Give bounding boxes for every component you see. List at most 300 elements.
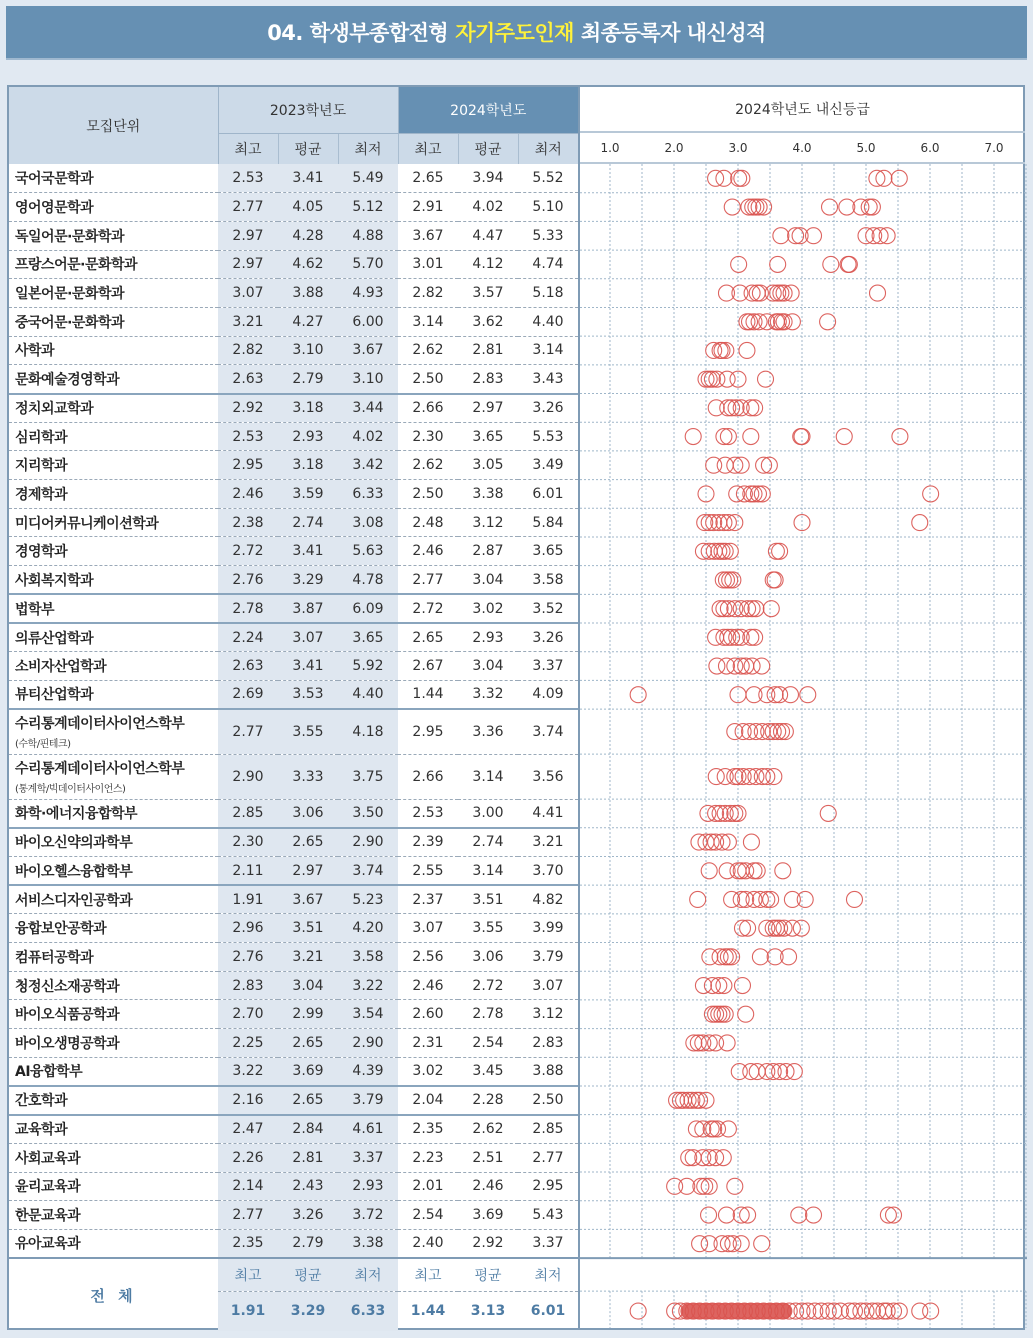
value-2023-min: 3.44 [338, 394, 398, 423]
value-2023-avg: 2.65 [278, 1086, 338, 1115]
value-2024-max: 2.46 [398, 537, 458, 566]
value-2023-avg: 2.81 [278, 1143, 338, 1172]
value-2023-max: 3.07 [218, 279, 278, 308]
value-2023-avg: 2.99 [278, 1000, 338, 1029]
value-2023-max: 2.92 [218, 394, 278, 423]
value-2024-min: 3.52 [518, 594, 578, 623]
total-value: 3.13 [470, 1303, 506, 1320]
x-tick-label: 2.0 [664, 141, 684, 155]
unit-name [9, 566, 218, 595]
value-2024-avg: 3.94 [458, 164, 518, 193]
value-2023-max: 2.46 [218, 480, 278, 509]
value-2024-min: 4.82 [518, 885, 578, 914]
value-2024-max: 2.66 [398, 394, 458, 423]
value-2024-avg: 3.57 [458, 279, 518, 308]
subheader-2023-avg: 평균 [278, 133, 338, 164]
value-2024-avg: 2.83 [458, 365, 518, 394]
value-2024-avg: 2.74 [458, 828, 518, 857]
table-row [9, 508, 578, 537]
value-2023-avg: 2.79 [278, 1229, 338, 1258]
value-2024-avg: 3.45 [458, 1057, 518, 1086]
value-2023-max: 2.77 [218, 1201, 278, 1230]
page-title [6, 6, 1027, 60]
x-tick-label: 4.0 [792, 141, 812, 155]
value-2024-max: 2.65 [398, 623, 458, 652]
unit-name [9, 680, 218, 709]
total-value: 3.29 [278, 1291, 338, 1331]
value-2023-max: 2.97 [218, 221, 278, 250]
value-2024-avg: 4.02 [458, 193, 518, 222]
value-2024-min: 5.33 [518, 221, 578, 250]
unit-name [9, 799, 218, 828]
value-2024-max: 2.67 [398, 652, 458, 681]
subheader-2024-avg: 평균 [458, 133, 518, 164]
table-row [9, 680, 578, 709]
value-2023-max: 2.78 [218, 594, 278, 623]
value-2023-min: 3.50 [338, 799, 398, 828]
series-dots [630, 1303, 938, 1319]
value-2024-avg: 2.46 [458, 1172, 518, 1201]
unit-name-label: 정치외교학과 [15, 401, 94, 418]
value-2024-min: 5.43 [518, 1201, 578, 1230]
value-2024-max: 3.14 [398, 307, 458, 336]
series-dots [630, 687, 816, 703]
value-2023-avg: 3.55 [278, 709, 338, 754]
series-dots [695, 978, 750, 994]
total-row-labels [9, 1258, 578, 1291]
table-row [9, 652, 578, 681]
value-2023-max: 2.26 [218, 1143, 278, 1172]
unit-name-label: 서비스디자인공학과 [15, 892, 133, 909]
grades-table [7, 85, 1025, 1330]
value-2023-min: 6.00 [338, 307, 398, 336]
series-dots [706, 457, 778, 473]
unit-name-label: 중국어문·문화학과 [15, 314, 125, 331]
value-2023-min: 4.88 [338, 221, 398, 250]
value-2023-max: 2.25 [218, 1029, 278, 1058]
title-prefix: 04. 학생부종합전형 [267, 21, 449, 45]
value-2023-max: 2.63 [218, 652, 278, 681]
total-sublabel: 최저 [338, 1258, 398, 1291]
unit-name [9, 1115, 218, 1144]
value-2023-avg: 2.74 [278, 508, 338, 537]
value-2024-avg: 3.65 [458, 422, 518, 451]
value-2024-avg: 4.12 [458, 250, 518, 279]
value-2024-min: 4.40 [518, 307, 578, 336]
value-2023-max: 2.77 [218, 193, 278, 222]
unit-name [9, 1029, 218, 1058]
table-row [9, 943, 578, 972]
value-2024-max: 3.02 [398, 1057, 458, 1086]
value-2023-max: 2.70 [218, 1000, 278, 1029]
value-2024-max: 2.95 [398, 709, 458, 754]
value-2024-max: 2.23 [398, 1143, 458, 1172]
grade-distribution-chart [578, 87, 1025, 1328]
unit-name-label: 사회교육과 [15, 1150, 81, 1167]
value-2023-max: 2.24 [218, 623, 278, 652]
table-row [9, 1115, 578, 1144]
unit-name-label: 경제학과 [15, 486, 68, 503]
value-2023-min: 6.09 [338, 594, 398, 623]
unit-name-label: 윤리교육과 [15, 1179, 81, 1196]
unit-name-label: 컴퓨터공학과 [15, 949, 94, 966]
value-2024-avg: 3.36 [458, 709, 518, 754]
value-2023-avg: 3.04 [278, 971, 338, 1000]
value-2023-min: 4.93 [338, 279, 398, 308]
table-row [9, 856, 578, 885]
series-dots [692, 1236, 770, 1252]
value-2023-avg: 2.79 [278, 365, 338, 394]
value-2023-min: 3.58 [338, 943, 398, 972]
value-2023-min: 5.63 [338, 537, 398, 566]
value-2023-avg: 3.18 [278, 394, 338, 423]
table-row [9, 480, 578, 509]
total-sublabel: 최고 [218, 1258, 278, 1291]
value-2023-avg: 2.97 [278, 856, 338, 885]
total-sublabel: 평균 [278, 1258, 338, 1291]
unit-name-label: 사학과 [15, 343, 55, 360]
value-2023-max: 2.96 [218, 914, 278, 943]
value-2023-min: 3.79 [338, 1086, 398, 1115]
value-2024-min: 3.07 [518, 971, 578, 1000]
unit-name-label: 심리학과 [15, 429, 68, 446]
unit-name-sublabel: (통계학/빅데이터사이언스) [15, 784, 126, 796]
total-sublabel: 최고 [398, 1258, 458, 1291]
value-2024-max: 2.31 [398, 1029, 458, 1058]
value-2023-max: 2.35 [218, 1229, 278, 1258]
value-2024-min: 4.74 [518, 250, 578, 279]
value-2023-max: 1.91 [218, 885, 278, 914]
value-2024-avg: 3.04 [458, 566, 518, 595]
unit-name [9, 537, 218, 566]
value-2023-max: 2.85 [218, 799, 278, 828]
unit-name-label: 독일어문·문화학과 [15, 228, 125, 245]
title-highlight: 자기주도인재 [455, 21, 574, 45]
value-2023-min: 3.72 [338, 1201, 398, 1230]
value-2024-max: 2.60 [398, 1000, 458, 1029]
value-2023-avg: 2.65 [278, 828, 338, 857]
value-2023-min: 3.54 [338, 1000, 398, 1029]
value-2024-avg: 4.47 [458, 221, 518, 250]
series-dots [715, 572, 783, 588]
table-row [9, 828, 578, 857]
unit-name [9, 1000, 218, 1029]
unit-name [9, 365, 218, 394]
value-2024-avg: 3.14 [458, 856, 518, 885]
value-2024-max: 2.62 [398, 336, 458, 365]
table-row [9, 1057, 578, 1086]
unit-name [9, 856, 218, 885]
value-2023-avg: 2.65 [278, 1029, 338, 1058]
table-row [9, 623, 578, 652]
header-2024: 2024학년도 [398, 87, 578, 133]
value-2024-max: 2.50 [398, 480, 458, 509]
value-2024-min: 2.95 [518, 1172, 578, 1201]
table-row [9, 1143, 578, 1172]
unit-name-label: 소비자산업학과 [15, 659, 107, 676]
value-2024-max: 2.35 [398, 1115, 458, 1144]
value-2023-min: 4.78 [338, 566, 398, 595]
series-dots [739, 314, 836, 330]
value-2024-avg: 2.87 [458, 537, 518, 566]
value-2024-avg: 3.38 [458, 480, 518, 509]
value-2023-max: 2.82 [218, 336, 278, 365]
x-tick-label: 6.0 [920, 141, 940, 155]
unit-name [9, 480, 218, 509]
value-2023-avg: 3.21 [278, 943, 338, 972]
value-2023-min: 3.67 [338, 336, 398, 365]
value-2024-min: 3.26 [518, 623, 578, 652]
value-2024-min: 3.43 [518, 365, 578, 394]
value-2023-max: 2.76 [218, 943, 278, 972]
value-2023-min: 3.74 [338, 856, 398, 885]
value-2023-avg: 4.28 [278, 221, 338, 250]
value-2024-avg: 3.14 [458, 754, 518, 799]
table-row [9, 1086, 578, 1115]
value-2023-avg: 3.41 [278, 537, 338, 566]
unit-name-label: 융합보안공학과 [15, 921, 107, 938]
value-2024-max: 2.82 [398, 279, 458, 308]
value-2023-avg: 3.51 [278, 914, 338, 943]
total-sublabel: 평균 [458, 1258, 518, 1291]
table-row [9, 193, 578, 222]
unit-name [9, 652, 218, 681]
value-2024-max: 3.01 [398, 250, 458, 279]
value-2024-max: 2.55 [398, 856, 458, 885]
value-2023-min: 2.90 [338, 828, 398, 857]
value-2023-max: 2.90 [218, 754, 278, 799]
table-row [9, 221, 578, 250]
value-2023-avg: 3.67 [278, 885, 338, 914]
value-2024-avg: 3.51 [458, 885, 518, 914]
value-2024-avg: 2.54 [458, 1029, 518, 1058]
value-2024-max: 2.37 [398, 885, 458, 914]
table-row [9, 1201, 578, 1230]
subheader-2023-max: 최고 [218, 133, 278, 164]
series-dots [706, 342, 755, 358]
value-2024-avg: 3.62 [458, 307, 518, 336]
value-2023-avg: 4.05 [278, 193, 338, 222]
unit-name-label: 바이오헬스융합학부 [15, 863, 133, 880]
value-2023-max: 2.69 [218, 680, 278, 709]
value-2024-min: 5.84 [518, 508, 578, 537]
series-dots [704, 1006, 753, 1022]
value-2023-avg: 3.69 [278, 1057, 338, 1086]
value-2024-avg: 3.32 [458, 680, 518, 709]
value-2024-max: 2.48 [398, 508, 458, 537]
value-2023-max: 2.14 [218, 1172, 278, 1201]
value-2023-min: 4.18 [338, 709, 398, 754]
value-2023-max: 2.16 [218, 1086, 278, 1115]
value-2023-avg: 2.84 [278, 1115, 338, 1144]
value-2024-min: 3.26 [518, 394, 578, 423]
total-value: 1.91 [218, 1291, 278, 1331]
title-suffix: 최종등록자 내신성적 [580, 21, 766, 45]
value-2023-avg: 3.87 [278, 594, 338, 623]
series-dots [709, 658, 770, 674]
series-dots [727, 724, 794, 740]
header-unit: 모집단위 [9, 87, 218, 164]
unit-name [9, 1201, 218, 1230]
value-2024-min: 2.77 [518, 1143, 578, 1172]
table-row [9, 1172, 578, 1201]
value-2023-avg: 3.41 [278, 652, 338, 681]
value-2023-avg: 3.41 [278, 164, 338, 193]
table-row [9, 1000, 578, 1029]
value-2024-avg: 3.05 [458, 451, 518, 480]
value-2023-min: 6.33 [338, 480, 398, 509]
series-dots [731, 256, 858, 272]
series-dots [700, 805, 836, 821]
table-row [9, 164, 578, 193]
value-2024-max: 3.07 [398, 914, 458, 943]
value-2024-max: 2.65 [398, 164, 458, 193]
value-2024-min: 3.74 [518, 709, 578, 754]
value-2024-min: 3.14 [518, 336, 578, 365]
value-2024-min: 3.21 [518, 828, 578, 857]
unit-name-label: 미디어커뮤니케이션학과 [15, 515, 159, 532]
unit-name [9, 623, 218, 652]
series-dots [697, 515, 928, 531]
value-2023-avg: 3.26 [278, 1201, 338, 1230]
value-2023-min: 5.23 [338, 885, 398, 914]
value-2023-avg: 2.93 [278, 422, 338, 451]
value-2023-min: 5.70 [338, 250, 398, 279]
value-2024-avg: 2.93 [458, 623, 518, 652]
unit-name [9, 594, 218, 623]
value-2024-min: 3.65 [518, 537, 578, 566]
value-2024-max: 2.04 [398, 1086, 458, 1115]
value-2023-max: 2.97 [218, 250, 278, 279]
value-2024-min: 2.85 [518, 1115, 578, 1144]
unit-name [9, 508, 218, 537]
unit-name [9, 193, 218, 222]
value-2023-max: 2.11 [218, 856, 278, 885]
series-dots [690, 891, 863, 907]
value-2023-avg: 3.59 [278, 480, 338, 509]
unit-name-label: 바이오생명공학과 [15, 1035, 120, 1052]
value-2024-min: 3.79 [518, 943, 578, 972]
unit-name-label: AI융합학부 [15, 1064, 83, 1081]
value-2023-min: 3.42 [338, 451, 398, 480]
unit-name [9, 307, 218, 336]
value-2023-min: 4.40 [338, 680, 398, 709]
series-dots [708, 629, 763, 645]
value-2023-min: 3.38 [338, 1229, 398, 1258]
value-2023-max: 2.63 [218, 365, 278, 394]
series-dots [686, 1035, 735, 1051]
value-2024-max: 1.44 [398, 680, 458, 709]
series-dots [701, 1207, 902, 1223]
unit-name-label: 지리학과 [15, 458, 68, 475]
value-2024-max: 2.40 [398, 1229, 458, 1258]
total-value: 1.44 [410, 1303, 446, 1320]
unit-name [9, 828, 218, 857]
value-2024-avg: 3.12 [458, 508, 518, 537]
series-dots [688, 1121, 736, 1137]
value-2024-min: 3.49 [518, 451, 578, 480]
value-2024-min: 5.53 [518, 422, 578, 451]
unit-name [9, 221, 218, 250]
value-2024-avg: 3.02 [458, 594, 518, 623]
value-2024-avg: 2.81 [458, 336, 518, 365]
unit-name-label: 일본어문·문화학과 [15, 286, 125, 303]
total-value: 6.01 [530, 1303, 566, 1320]
unit-name-label: 국어국문학과 [15, 171, 94, 188]
unit-name-label: 화학·에너지융합학부 [15, 806, 138, 823]
value-2024-avg: 3.04 [458, 652, 518, 681]
value-2024-avg: 3.00 [458, 799, 518, 828]
value-2023-avg: 3.53 [278, 680, 338, 709]
value-2023-min: 2.93 [338, 1172, 398, 1201]
unit-name [9, 914, 218, 943]
table-row [9, 307, 578, 336]
value-2023-min: 5.92 [338, 652, 398, 681]
value-2023-min: 4.02 [338, 422, 398, 451]
unit-name [9, 1057, 218, 1086]
value-2023-avg: 4.62 [278, 250, 338, 279]
series-dots [734, 920, 809, 936]
value-2024-min: 4.41 [518, 799, 578, 828]
value-2023-max: 2.77 [218, 709, 278, 754]
value-2023-max: 3.22 [218, 1057, 278, 1086]
x-tick-label: 3.0 [728, 141, 748, 155]
value-2024-min: 3.99 [518, 914, 578, 943]
value-2023-max: 2.38 [218, 508, 278, 537]
value-2024-max: 2.01 [398, 1172, 458, 1201]
value-2024-max: 2.72 [398, 594, 458, 623]
total-label: 전 체 [90, 1286, 137, 1305]
table-row [9, 1029, 578, 1058]
series-dots [669, 1092, 714, 1108]
table-row [9, 799, 578, 828]
table-row [9, 422, 578, 451]
unit-name-label: 의류산업학과 [15, 630, 94, 647]
chart-title: 2024학년도 내신등급 [580, 87, 1025, 133]
value-2024-avg: 3.55 [458, 914, 518, 943]
unit-name [9, 250, 218, 279]
value-2024-max: 2.66 [398, 754, 458, 799]
value-2023-min: 5.49 [338, 164, 398, 193]
value-2023-max: 2.30 [218, 828, 278, 857]
unit-name [9, 709, 218, 754]
series-dots [712, 601, 779, 617]
value-2023-avg: 3.33 [278, 754, 338, 799]
unit-name [9, 1086, 218, 1115]
value-2024-avg: 2.97 [458, 394, 518, 423]
total-value: 6.33 [338, 1291, 398, 1331]
unit-name-label: 경영학과 [15, 544, 68, 561]
value-2024-max: 3.67 [398, 221, 458, 250]
value-2024-max: 2.53 [398, 799, 458, 828]
unit-name [9, 336, 218, 365]
table-row [9, 566, 578, 595]
unit-name-label: 수리통계데이터사이언스학부 [15, 761, 185, 778]
value-2024-max: 2.30 [398, 422, 458, 451]
value-2023-max: 3.21 [218, 307, 278, 336]
value-2023-min: 3.75 [338, 754, 398, 799]
value-2024-max: 2.91 [398, 193, 458, 222]
value-2024-min: 5.10 [518, 193, 578, 222]
value-2024-min: 3.70 [518, 856, 578, 885]
unit-name-label: 한문교육과 [15, 1208, 81, 1225]
series-dots [667, 1178, 743, 1194]
value-2024-min: 4.09 [518, 680, 578, 709]
series-dots [731, 1064, 802, 1080]
value-2023-max: 2.83 [218, 971, 278, 1000]
unit-name [9, 1229, 218, 1258]
value-2024-avg: 2.62 [458, 1115, 518, 1144]
